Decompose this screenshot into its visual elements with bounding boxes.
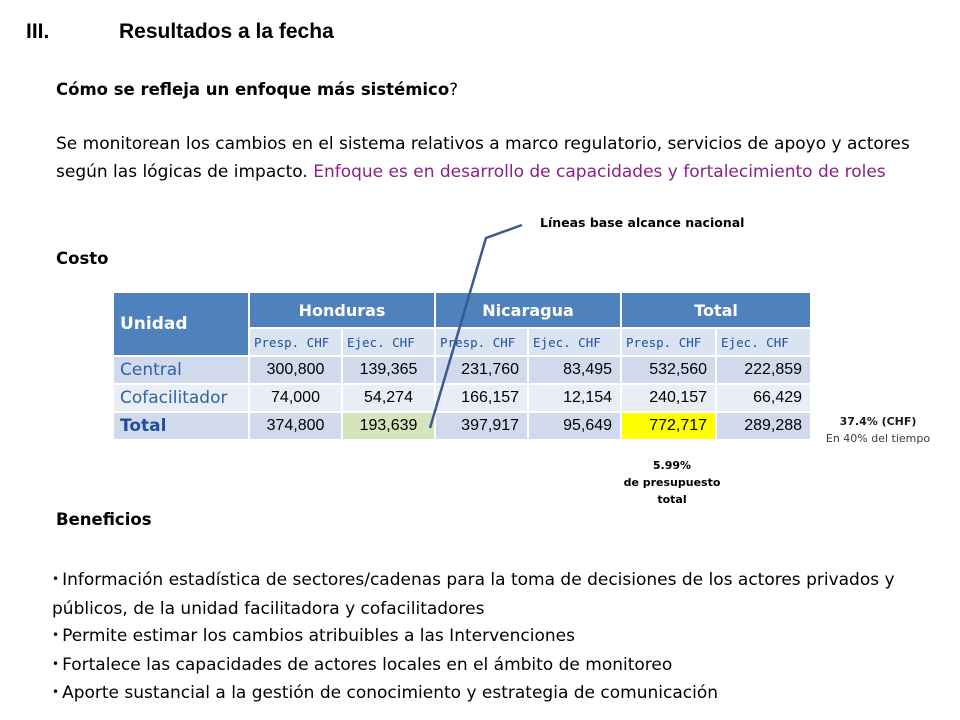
baseline-callout: Líneas base alcance nacional	[540, 215, 745, 230]
subheader-cell: Ejec. CHF	[716, 328, 811, 356]
subheader-cell: Presp. CHF	[435, 328, 528, 356]
question-mark: ?	[449, 80, 458, 99]
benefit-text: Permite estimar los cambios atribuibles a las Intervenciones	[62, 626, 575, 646]
bullet-icon: •	[52, 572, 60, 586]
table-cell: 289,288	[716, 412, 811, 440]
table-cell: 54,274	[342, 384, 435, 412]
table-cell: 397,917	[435, 412, 528, 440]
table-cell: 139,365	[342, 356, 435, 384]
budget-note-line3: total	[657, 493, 687, 506]
header-honduras: Honduras	[249, 292, 435, 328]
table-cell: 240,157	[621, 384, 716, 412]
benefit-text: Fortalece las capacidades de actores locales en el ámbito de monitoreo	[62, 654, 673, 675]
row-label: Cofacilitador	[113, 384, 249, 412]
list-item	[52, 623, 952, 652]
question-text: Cómo se refleja un enfoque más sistémico	[56, 80, 450, 99]
description-highlight: Enfoque es en desarrollo de capacidades y fortalecimiento de roles	[313, 161, 886, 182]
list-item	[52, 680, 952, 709]
budget-note-percent: 5.99%	[652, 459, 692, 472]
table-cell: 231,760	[435, 356, 528, 384]
highlighted-cell: 772,717	[621, 412, 716, 440]
table-cell: 83,495	[528, 356, 621, 384]
table-cell: 66,429	[716, 384, 811, 412]
cost-title: Costo	[56, 249, 109, 268]
list-item	[52, 567, 952, 623]
header-total: Total	[621, 292, 811, 328]
table-cell: 222,859	[716, 356, 811, 384]
subheader-cell: Presp. CHF	[621, 328, 716, 356]
subheader-cell: Ejec. CHF	[342, 328, 435, 356]
benefit-text: Información estadística de sectores/cadenas para la toma de decisiones de los actores privados y públicos, de la unidad facilitadora y cofacilitadores	[52, 570, 895, 619]
table-cell: 300,800	[249, 356, 342, 384]
subheader-cell: Presp. CHF	[249, 328, 342, 356]
benefits-title: Beneficios	[56, 510, 152, 529]
section-title: Resultados a la fecha	[119, 20, 334, 43]
bullet-icon: •	[52, 685, 60, 699]
bullet-icon: •	[52, 656, 60, 671]
table-cell: 74,000	[249, 384, 342, 412]
time-note-detail: En 40% del tiempo	[825, 432, 931, 445]
time-note-percent: 37.4% (CHF)	[839, 415, 917, 428]
table-cell: 374,800	[249, 412, 342, 440]
highlighted-cell: 193,639	[342, 412, 435, 440]
budget-note	[612, 457, 732, 508]
table-cell: 166,157	[435, 384, 528, 412]
table-cell: 95,649	[528, 412, 621, 440]
table-cell: 532,560	[621, 356, 716, 384]
time-note	[808, 413, 948, 447]
benefit-text: Aporte sustancial a la gestión de conocimiento y estrategia de comunicación	[62, 683, 719, 703]
unit-header: Unidad	[113, 292, 249, 356]
list-item	[52, 652, 952, 681]
budget-note-line2: de presupuesto	[623, 476, 721, 489]
row-label: Total	[113, 412, 249, 440]
bullet-icon: •	[52, 628, 60, 642]
subheader-cell: Ejec. CHF	[528, 328, 621, 356]
description-text: Se monitorean los cambios en el sistema relativos a marco regulatorio, servicios de apoyo y actores según las lógicas de impacto.	[56, 134, 910, 182]
row-label: Central	[113, 356, 249, 384]
section-number: III.	[26, 20, 50, 43]
benefits-list	[52, 567, 952, 709]
pointer-line	[430, 225, 522, 428]
table-cell: 12,154	[528, 384, 621, 412]
header-nicaragua: Nicaragua	[435, 292, 621, 328]
